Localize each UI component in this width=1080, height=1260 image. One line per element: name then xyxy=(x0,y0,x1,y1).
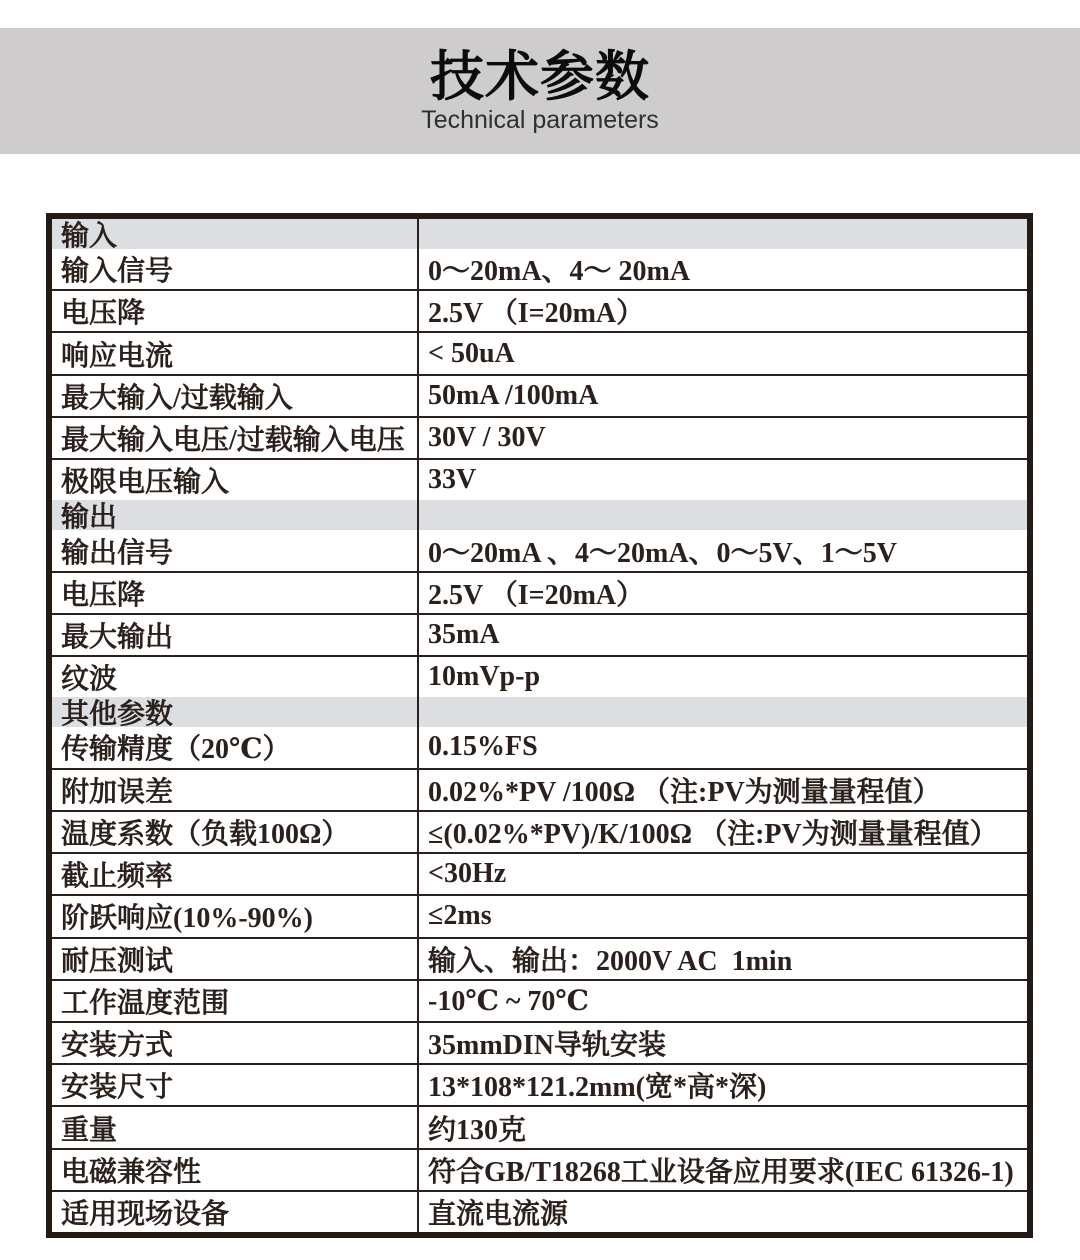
table-row xyxy=(52,1063,1027,1105)
row-label: 电压降 xyxy=(52,573,419,613)
table-row xyxy=(52,727,1027,767)
page-subtitle: Technical parameters xyxy=(421,106,659,135)
table-row xyxy=(52,810,1027,852)
row-label: 最大输入/过载输入 xyxy=(52,376,419,416)
row-label: 极限电压输入 xyxy=(52,460,419,500)
row-label: 输出信号 xyxy=(52,530,419,570)
row-label: 纹波 xyxy=(52,657,419,697)
row-label: 工作温度范围 xyxy=(52,981,419,1021)
row-value: ≤(0.02%*PV)/K/100Ω （注:PV为测量量程值） xyxy=(428,818,998,850)
table-row xyxy=(52,852,1027,894)
row-value: 10mVp-p xyxy=(428,661,541,693)
row-value: 2.5V （I=20mA） xyxy=(428,298,645,330)
row-label: 重量 xyxy=(52,1107,419,1147)
section-header-row xyxy=(52,500,1027,530)
row-value: 35mA xyxy=(428,618,500,650)
row-value: 13*108*121.2mm(宽*高*深) xyxy=(428,1072,767,1104)
row-value: -10℃ ~ 70℃ xyxy=(428,985,589,1017)
row-value xyxy=(419,219,1027,249)
row-label: 安装尺寸 xyxy=(52,1065,419,1105)
row-label: 最大输入电压/过载输入电压 xyxy=(52,418,419,458)
row-label: 输入信号 xyxy=(52,249,419,289)
row-value: 33V xyxy=(428,464,477,496)
row-label: 其他参数 xyxy=(52,697,419,727)
table-row xyxy=(52,571,1027,613)
table-row xyxy=(52,458,1027,500)
table-row xyxy=(52,374,1027,416)
row-label: 附加误差 xyxy=(52,770,419,810)
row-value: 直流电流源 xyxy=(428,1199,569,1231)
table-row xyxy=(52,289,1027,331)
row-label: 输入 xyxy=(52,219,419,249)
table-row xyxy=(52,1021,1027,1063)
row-value: 2.5V （I=20mA） xyxy=(428,579,645,611)
table-row xyxy=(52,613,1027,655)
header-banner xyxy=(0,28,1080,154)
table-row xyxy=(52,937,1027,979)
row-label: 安装方式 xyxy=(52,1023,419,1063)
row-label: 传输精度（20℃） xyxy=(52,727,419,767)
row-label: 最大输出 xyxy=(52,615,419,655)
row-label: 截止频率 xyxy=(52,854,419,894)
table-row xyxy=(52,655,1027,697)
table-row xyxy=(52,1190,1027,1232)
row-value: 35mmDIN导轨安装 xyxy=(428,1030,666,1062)
row-label: 响应电流 xyxy=(52,333,419,373)
row-value: 0～20mA、4～ 20mA xyxy=(428,256,691,288)
row-value: 30V / 30V xyxy=(428,422,546,454)
table-row xyxy=(52,1148,1027,1190)
table-row xyxy=(52,416,1027,458)
table-row xyxy=(52,979,1027,1021)
row-value xyxy=(419,697,1027,727)
page-title: 技术参数 xyxy=(430,47,650,108)
section-header-row xyxy=(52,219,1027,249)
row-value: 符合GB/T18268工业设备应用要求(IEC 61326-1) xyxy=(428,1156,1014,1188)
row-label: 电压降 xyxy=(52,291,419,331)
spec-table xyxy=(46,213,1033,1238)
row-value: 0.02%*PV /100Ω （注:PV为测量量程值） xyxy=(428,776,941,808)
table-row xyxy=(52,1105,1027,1147)
row-label: 温度系数（负载100Ω） xyxy=(52,812,419,852)
table-row xyxy=(52,894,1027,936)
row-value: <30Hz xyxy=(428,858,507,890)
row-value: < 50uA xyxy=(428,337,515,369)
row-label: 电磁兼容性 xyxy=(52,1150,419,1190)
row-value: ≤2ms xyxy=(428,900,492,932)
row-value: 50mA /100mA xyxy=(428,379,599,411)
row-value xyxy=(419,500,1027,530)
row-value: 0～20mA 、4～20mA、0～5V、1～5V xyxy=(428,537,897,569)
row-label: 适用现场设备 xyxy=(52,1192,419,1232)
table-row xyxy=(52,249,1027,289)
table-row xyxy=(52,768,1027,810)
table-row xyxy=(52,530,1027,570)
row-value: 输入、输出：2000V AC 1min xyxy=(428,945,793,977)
row-label: 阶跃响应(10%-90%) xyxy=(52,896,419,936)
section-header-row xyxy=(52,697,1027,727)
row-value: 约130克 xyxy=(428,1114,527,1146)
row-label: 输出 xyxy=(52,500,419,530)
table-row xyxy=(52,331,1027,373)
row-value: 0.15%FS xyxy=(428,731,538,763)
row-label: 耐压测试 xyxy=(52,939,419,979)
